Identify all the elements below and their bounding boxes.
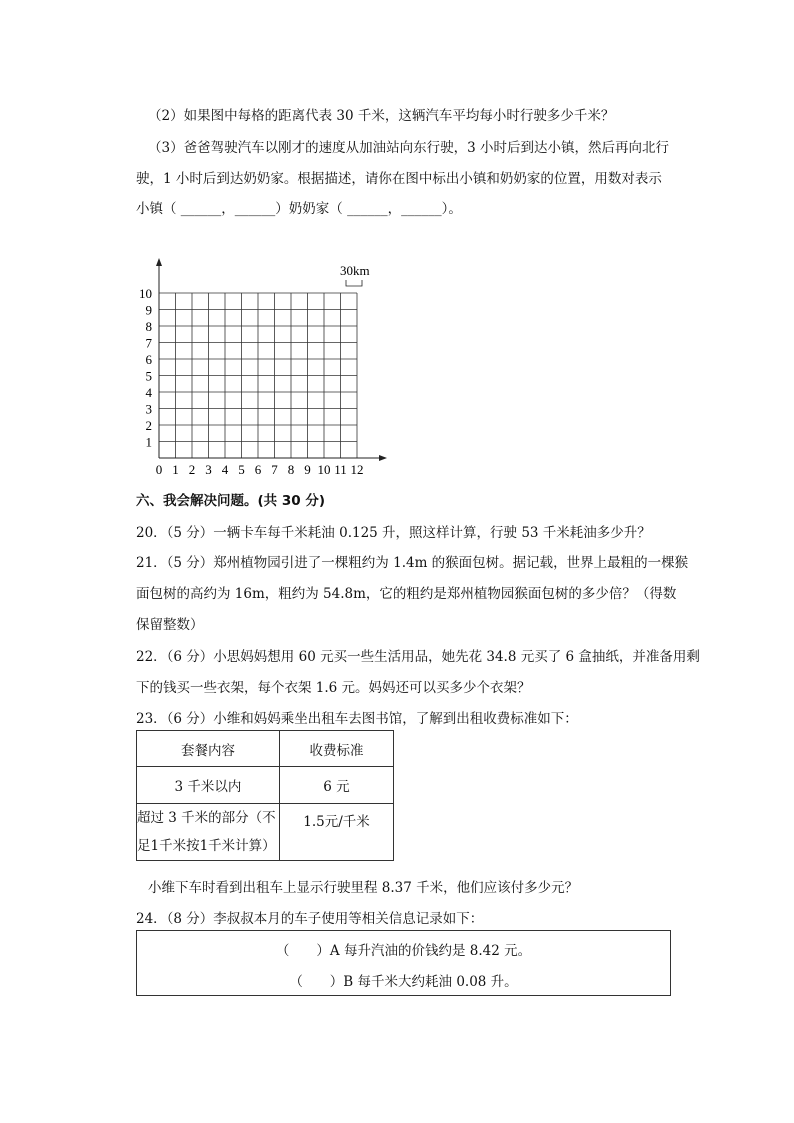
- y-tick-label: 6: [145, 352, 152, 367]
- y-tick-label: 3: [145, 401, 152, 417]
- q23-intro: 23．（6 分）小维和妈妈乘坐出租车去图书馆，了解到出租收费标准如下：: [136, 711, 578, 727]
- q21-line3: 保留整数）: [136, 617, 204, 633]
- x-tick-label: 11: [334, 462, 347, 477]
- q19-part3-line1: （3）爸爸驾驶汽车以刚才的速度从加油站向东行驶，3 小时后到达小镇，然后再向北行: [148, 140, 669, 156]
- y-tick-label: 8: [145, 319, 152, 334]
- y-tick-label: 10: [139, 286, 152, 301]
- table-cell-fee-6: 6 元: [280, 767, 394, 804]
- section6-title: 六、我会解决问题。(共 30 分): [136, 493, 326, 509]
- table-header-fee: 收费标准: [280, 731, 394, 767]
- x-tick-label: 12: [350, 462, 364, 477]
- y-tick-label: 4: [145, 385, 152, 400]
- scale-bracket: [346, 280, 362, 286]
- q23-question: 小维下车时看到出租车上显示行驶里程 8.37 千米，他们应该付多少元？: [148, 880, 579, 896]
- x-axis-arrow: [379, 455, 387, 461]
- x-tick-label: 7: [271, 462, 278, 477]
- q24-item-b: （ ）B 每千米大约耗油 0.08 升。: [289, 974, 518, 990]
- x-tick-label: 2: [188, 462, 196, 477]
- x-tick-label: 0: [155, 462, 163, 477]
- table-cell-within-3km: 3 千米以内: [137, 767, 280, 804]
- table-cell-over-3km: [137, 804, 280, 861]
- x-tick-label: 6: [254, 462, 262, 477]
- y-tick-label: 7: [145, 335, 152, 351]
- q21-line2: 面包树的高约为 16m，粗约为 54.8m，它的粗约是郑州植物园猴面包树的多少倍？（得数: [136, 586, 677, 602]
- q19-part3-line3: 小镇（ ______，______）奶奶家（ ______，______）。: [136, 201, 462, 217]
- table-cell-fee-per-km: 1.5元/千米: [280, 804, 394, 861]
- y-tick-label: 5: [145, 368, 152, 384]
- x-tick-label: 5: [238, 462, 245, 477]
- table-cell-over-3km-line1: 超过 3 千米的部分（不: [137, 810, 276, 826]
- q19-part3-line2: 驶，1 小时后到达奶奶家。根据描述，请你在图中标出小镇和奶奶家的位置，用数对表示: [136, 171, 662, 187]
- y-axis-arrow: [156, 258, 162, 266]
- table-header-package: 套餐内容: [137, 731, 280, 767]
- y-tick-labels: [139, 286, 153, 450]
- x-tick-label: 1: [172, 462, 179, 477]
- q20-text: 20．（5 分）一辆卡车每千米耗油 0.125 升，照这样计算，行驶 53 千米耗油多少升？: [136, 525, 651, 541]
- x-tick-label: 4: [221, 462, 229, 477]
- y-tick-label: 9: [145, 302, 152, 318]
- x-tick-label: 3: [205, 462, 212, 477]
- q24-item-a: （ ）A 每升汽油的价钱约是 8.42 元。: [275, 943, 532, 959]
- q22-line2: 下的钱买一些衣架，每个衣架 1.6 元。妈妈还可以买多少个衣架？: [136, 680, 531, 696]
- scale-label: 30km: [340, 263, 370, 278]
- x-tick-labels: [156, 462, 364, 477]
- q19-part2: （2）如果图中每格的距离代表 30 千米，这辆汽车平均每小时行驶多少千米？: [148, 108, 615, 124]
- q24-intro: 24．（8 分）李叔叔本月的车子使用等相关信息记录如下：: [136, 911, 484, 927]
- q22-line1: 22．（6 分）小思妈妈想用 60 元买一些生活用品，她先花 34.8 元买了 6 盒抽纸，并准备用剩: [136, 649, 700, 665]
- x-tick-label: 8: [287, 462, 295, 477]
- taxi-fee-table: [136, 730, 394, 861]
- grid-lines: [159, 293, 357, 458]
- q24-info-box: [136, 930, 671, 996]
- y-tick-label: 2: [145, 418, 152, 433]
- y-tick-label: 1: [145, 434, 152, 450]
- x-tick-label: 10: [317, 462, 331, 477]
- q21-line1: 21．（5 分）郑州植物园引进了一棵粗约为 1.4m 的猴面包树。据记载，世界上最粗的一棵猴: [136, 555, 689, 571]
- table-cell-over-3km-line2: 足1千米按1千米计算）: [137, 838, 276, 854]
- coordinate-grid[interactable]: [130, 255, 400, 480]
- x-tick-label: 9: [304, 462, 311, 477]
